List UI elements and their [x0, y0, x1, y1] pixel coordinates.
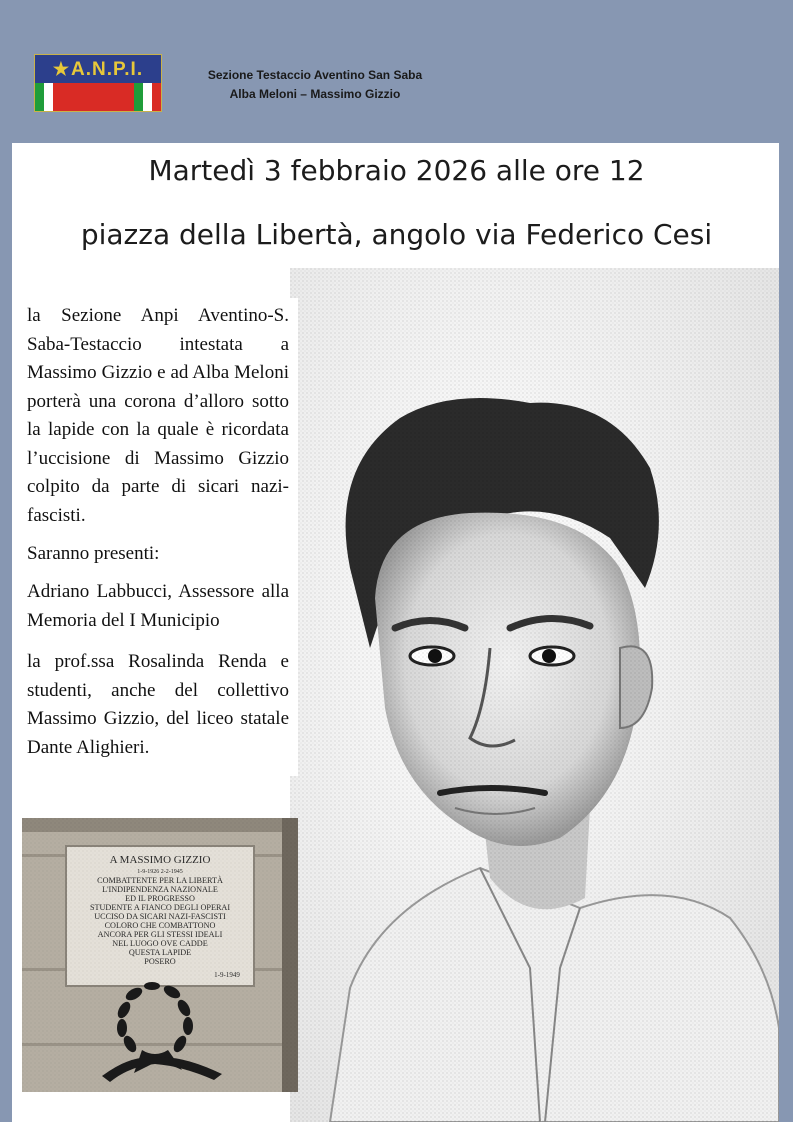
- event-place-heading: piazza della Libertà, angolo via Federico Cesi: [80, 218, 713, 251]
- attendee-labbucci: Adriano Labbucci, Assessore alla Memoria del I Municipio: [27, 581, 289, 631]
- plaque-photo: [22, 818, 298, 1092]
- star-icon: ★: [52, 59, 71, 79]
- attendees-heading: Saranno presenti:: [27, 543, 160, 564]
- logo-banner: [35, 55, 161, 83]
- section-name: [175, 66, 455, 104]
- attendee-renda: la prof.ssa Rosalinda Renda e studenti, anche del collettivo Massimo Gizzio, del liceo statale Dante Alighieri.: [27, 651, 289, 758]
- section-line-1: Sezione Testaccio Aventino San Saba: [207, 68, 423, 82]
- section-line-2: Alba Meloni – Massimo Gizzio: [229, 87, 401, 101]
- portrait-photo: [290, 268, 779, 1122]
- italian-flag-stripes: [35, 83, 161, 111]
- event-date-heading: Martedì 3 febbraio 2026 alle ore 12: [148, 154, 645, 187]
- logo-text: A.N.P.I.: [71, 59, 144, 80]
- anpi-logo: [34, 54, 162, 112]
- intro-paragraph: la Sezione Anpi Aventino-S. Saba-Testaccio intestata a Massimo Gizzio e ad Alba Meloni porterà una corona d’alloro sotto la lapide con la quale è ricordata l’uccisione di Massimo Gizzio colpito da parte di sicari nazi-fascisti.: [27, 305, 289, 526]
